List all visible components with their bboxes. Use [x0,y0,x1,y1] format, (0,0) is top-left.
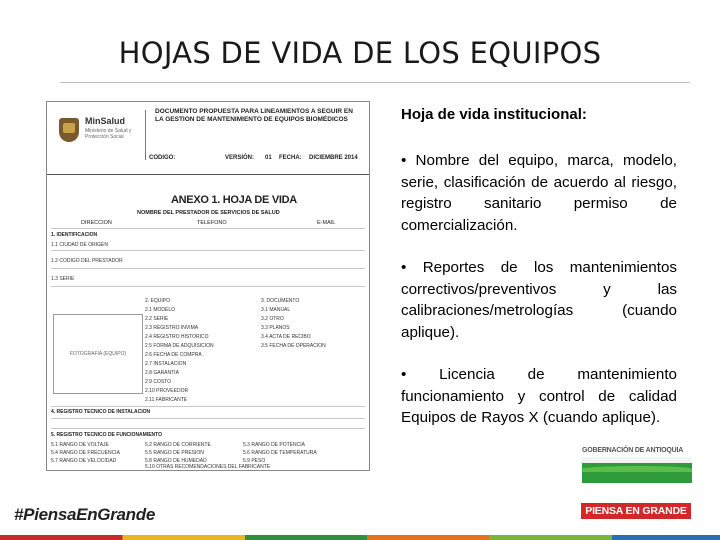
date-label: FECHA: [279,155,302,161]
equipment-field: 2.2 SERIE [145,316,169,322]
operation-field: 5.10 OTRAS RECOMENDACIONES DEL FABRICANTE [145,464,271,470]
operation-field: 5.8 RANGO DE HUMEDAD [145,458,207,464]
gobernacion-logo [582,447,692,483]
document-field: 3.4 ACTA DE RECIBO [261,334,311,340]
equipment-field: 2.6 FECHA DE COMPRA [145,352,202,358]
version-label: VERSIÓN: [225,155,255,161]
equipment-field: 2.5 FORMA DE ADQUISICION [145,343,214,349]
document-field: 3.5 FECHA DE OPERACION [261,343,326,349]
footer-color-stripe [0,535,720,540]
gobernacion-label: GOBERNACIÓN DE ANTIOQUIA [582,447,684,454]
ministry-logo-box [53,110,146,160]
operation-field: 5.3 RANGO DE POTENCIA [243,442,305,448]
address-header: DIRECCION [81,220,112,226]
form-rule [51,268,365,269]
equipment-photo-placeholder: FOTOGRAFÍA (EQUIPO) [53,314,143,394]
equipment-field: 2.11 FABRICANTE [145,397,188,403]
date-value: DICIEMBRE 2014 [309,155,358,161]
version-value: 01 [265,155,272,161]
phone-header: TELEFONO [197,220,227,226]
document-field: 3.3 PLANOS [261,325,290,331]
equipment-field: 2.10 PROVEEDOR [145,388,189,394]
operation-field: 5.5 RANGO DE PRESION [145,450,204,456]
equipment-field: 2.1 MODELO [145,307,176,313]
hashtag: #PiensaEnGrande [14,505,156,524]
operation-field: 5.2 RANGO DE CORRIENTE [145,442,211,448]
operation-field: 5.1 RANGO DE VOLTAJE [51,442,109,448]
bullet-item: • Reportes de los mantenimientos correctivos/preventivos y las calibraciones/metrologías (cuando aplique). [401,259,677,341]
equipment-field: 2. EQUIPO [145,298,171,304]
form-rule [51,286,365,287]
form-rule [51,228,365,229]
provider-label: NOMBRE DEL PRESTADOR DE SERVICIOS DE SALUD [137,210,280,216]
operation-field: 5.4 RANGO DE FRECUENCIA [51,450,120,456]
section-operation: 5. REGISTRO TECNICO DE FUNCIONAMIENTO [51,432,163,438]
bullet-item: • Nombre del equipo, marca, modelo, serie, clasificación de acuerdo al riesgo, registro sanitario permiso de comercialización. [401,152,677,234]
document-heading: DOCUMENTO PROPUESTA PARA LINEAMIENTOS A SEGUIR EN LA GESTION DE MANTENIMIENTO DE EQUIPOS BIOMÉDICOS [155,108,353,123]
operation-field: 5.9 PESO [243,458,266,464]
equipment-field: 2.9 COSTO [145,379,172,385]
annex-title: ANEXO 1. HOJA DE VIDA [171,194,297,206]
email-header: E-MAIL [317,220,336,226]
ministry-brand: MinSalud [85,116,125,126]
document-thumbnail [46,101,370,471]
equipment-field: 2.4 REGISTRO HISTORICO [145,334,209,340]
panel-title: Hoja de vida institucional: [401,106,587,123]
document-field: 3.1 MANUAL [261,307,291,313]
operation-field: 5.7 RANGO DE VELOCIDAD [51,458,117,464]
bullet-item: • Licencia de mantenimiento funcionamiento y control de calidad Equipos de Rayos X (cuando aplique). [401,366,677,426]
operation-field: 5.6 RANGO DE TEMPERATURA [243,450,317,456]
section-installation: 4. REGISTRO TECNICO DE INSTALACION [51,409,151,415]
flag-green-band [582,463,692,483]
coat-of-arms-icon [59,118,79,142]
code-label: CODIGO: [149,155,176,161]
document-field: 3.2 OTRO [261,316,284,322]
form-rule [51,406,365,407]
equipment-field: 2.7 INSTALACION [145,361,187,367]
title-divider [60,82,690,83]
document-field: 3. DOCUMENTO [261,298,300,304]
form-rule [51,250,365,251]
document-codes [147,152,365,166]
document-header [47,102,369,175]
field-label: 1.3 SERIE [51,276,75,282]
ministry-subtitle: Ministerio de Salud y Protección Social [85,128,132,140]
section-identification: 1. IDENTIFICACION [51,232,98,238]
form-rule [51,418,365,419]
field-label: 1.2 CODIGO DEL PRESTADOR [51,258,123,264]
equipment-field: 2.3 REGISTRO INVIMA [145,325,199,331]
equipment-field: 2.8 GARANTIA [145,370,179,376]
field-label: 1.1 CIUDAD DE ORIGEN [51,242,108,248]
slide-title: HOJAS DE VIDA DE LOS EQUIPOS [118,36,602,70]
form-rule [51,428,365,429]
slogan-badge: PIENSA EN GRANDE [581,503,691,519]
